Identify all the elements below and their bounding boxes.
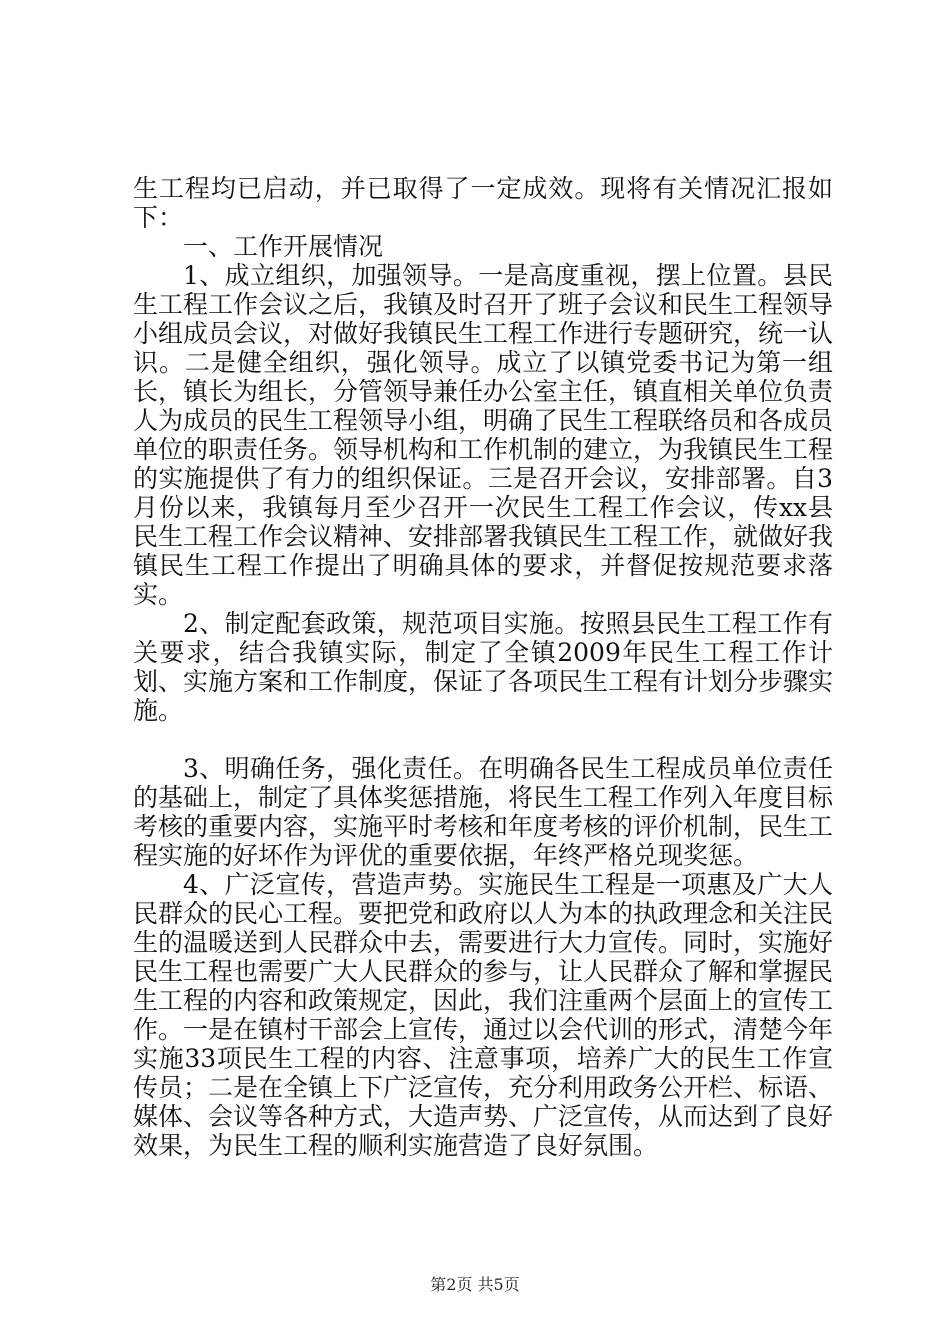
paragraph-item-3: 3、明确任务，强化责任。在明确各民生工程成员单位责任的基础上，制定了具体奖惩措施，将民生工程工作列入年度目标考核的重要内容，实施平时考核和年度考核的评价机制，民生工程实施的好坏作为评优的重要依据，年终严格兑现奖惩。 bbox=[133, 754, 834, 870]
document-body bbox=[133, 174, 833, 1160]
paragraph-item-2: 2、制定配套政策，规范项目实施。按照县民生工程工作有关要求，结合我镇实际，制定了全镇2009年民生工程工作计划、实施方案和工作制度，保证了各项民生工程有计划分步骤实施。 bbox=[133, 609, 834, 725]
page-number-footer: 第2页 共5页 bbox=[430, 1275, 520, 1294]
paragraph-continuation: 生工程均已启动，并已取得了一定成效。现将有关情况汇报如下： bbox=[133, 174, 833, 232]
section-heading: 一、工作开展情况 bbox=[183, 232, 384, 261]
paragraph-item-4: 4、广泛宣传，营造声势。实施民生工程是一项惠及广大人民群众的民心工程。要把党和政府以人为本的执政理念和关注民生的温暖送到人民群众中去，需要进行大力宣传。同时，实施好民生工程也需要广大人民群众的参与，让人民群众了解和掌握民生工程的内容和政策规定，因此，我们注重两个层面上的宣传工作。一是在镇村干部会上宣传，通过以会代训的形式，清楚今年实施33项民生工程的内容、注意事项，培养广大的民生工作宣传员；二是在全镇上下广泛宣传，充分利用政务公开栏、标语、媒体、会议等各种方式，大造声势、广泛宣传，从而达到了良好效果，为民生工程的顺利实施营造了良好氛围。 bbox=[133, 870, 834, 1160]
paragraph-item-1: 1、成立组织，加强领导。一是高度重视，摆上位置。县民生工程工作会议之后，我镇及时召开了班子会议和民生工程领导小组成员会议，对做好我镇民生工程工作进行专题研究，统一认识。二是健全组织，强化领导。成立了以镇党委书记为第一组长，镇长为组长，分管领导兼任办公室主任，镇直相关单位负责人为成员的民生工程领导小组，明确了民生工程联络员和各成员单位的职责任务。领导机构和工作机制的建立，为我镇民生工程的实施提供了有力的组织保证。三是召开会议，安排部署。自3月份以来，我镇每月至少召开一次民生工程工作会议，传xx县民生工程工作会议精神、安排部署我镇民生工程工作，就做好我镇民生工程工作提出了明确具体的要求，并督促按规范要求落实。 bbox=[133, 261, 834, 609]
